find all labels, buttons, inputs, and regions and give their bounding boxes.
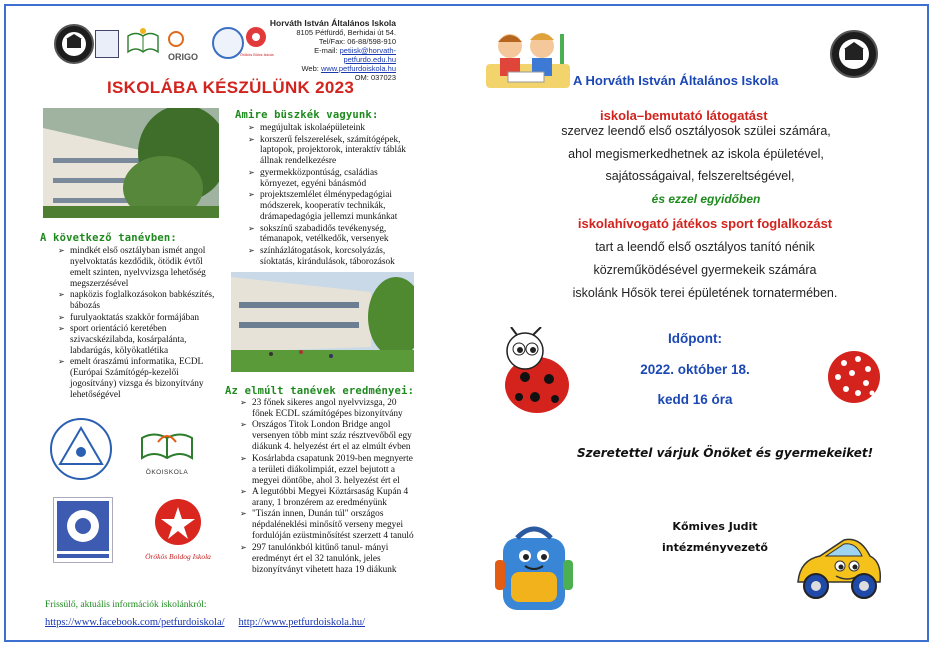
list-item: ➢ színházlátogatások, korcsolyázás, síoktatás, kirándulások, táborozások: [248, 246, 416, 268]
list-item: ➢ megújultak iskolaépületeink: [248, 123, 416, 134]
om-number: OM: 037023: [354, 73, 396, 82]
list-item: ➢ sokszínű szabadidős tevékenység, témanapok, vetélkedők, versenyek: [248, 224, 416, 246]
website-link[interactable]: http://www.petfurdoiskola.hu/: [238, 617, 366, 628]
text-line-6: iskolánk Hősök terei épületének tornatermében.: [572, 286, 838, 300]
list-item: ➢ "Tiszán innen, Dunán túl" országos népdaléneklési minősítő verseny megyei fordulóján ezüstminősítést szerzett 4 tanuló: [240, 509, 418, 542]
email-link[interactable]: petiisk@horvath-petfurdo.edu.hu: [339, 46, 396, 64]
list-item: ➢ mindkét első osztályban ismét angol nyelvoktatás kezdődik, ötödik évtől emelt szinten, nyelvvizsga lehetőség megszerzésével: [58, 246, 218, 290]
next-year-heading: A következő tanévben:: [40, 232, 177, 244]
blue-flower-logo: [53, 497, 113, 563]
book-logo: [124, 26, 162, 58]
text-line-5: közreműködésével gyermekeik számára: [593, 263, 817, 277]
school-name: Horváth István Általános Iskola: [269, 18, 396, 28]
results-list: [240, 398, 418, 576]
footer-links: [45, 612, 365, 630]
event-title: iskola–bemutató látogatást: [600, 108, 768, 123]
list-item: ➢ emelt óraszámú informatika, ECDL (Európai Számítógép-kezelői jogosítvány) vizsga és bizonyítvány lehetőségével: [58, 357, 218, 401]
time-label: Időpont:: [668, 331, 722, 346]
ladybug-illustration: [495, 327, 575, 417]
event-hour: kedd 16 óra: [657, 392, 733, 407]
results-heading: Az elmúlt tanévek eredményei:: [225, 385, 415, 397]
kids-reading-illustration: [478, 24, 576, 96]
proud-list: [248, 123, 416, 268]
list-item: ➢ sport orientáció keretében szivacskézilabda, kosárpalánta, labdarúgás, kölyökatlétika: [58, 324, 218, 357]
web-link[interactable]: www.petfurdoiskola.hu: [320, 64, 396, 73]
proud-heading: Amire büszkék vagyunk:: [235, 109, 379, 121]
footer-info: [45, 600, 206, 610]
list-item: ➢ 23 főnek sikeres angol nyelvvizsga, 20 főnek ECDL számítógépes bizonyítvány: [240, 398, 418, 420]
event-title-2: iskolahívogató játékos sport foglalkozást: [577, 216, 833, 231]
school-line: A Horváth István Általános Iskola: [573, 73, 779, 88]
okoiskola-logo: ÖKOISKOLA: [132, 428, 202, 484]
school-building-photo-1: [43, 108, 219, 218]
text-line-4: tart a leendő első osztályos tanító nénik: [595, 240, 815, 254]
signer-name: Kőmives Judit: [672, 520, 758, 533]
polka-dot-ball: [826, 349, 882, 405]
text-line-2: ahol megismerkedhetnek az iskola épületével,: [568, 147, 824, 161]
orokos-boldog-iskola-logo: Örökös Boldog Iskola: [142, 497, 214, 565]
school-contact-block: Horváth István Általános Iskola 8105 Pétfürdő, Berhidai út 54. Tel/Fax: 06-88/598-910 E-mail: petiisk@horvath-petfurdo.edu.hu Web: www.petfurdoiskola.hu OM: 037023: [269, 18, 396, 82]
boglarkas-triangle-logo: [50, 416, 112, 482]
cartoon-car-illustration: [790, 530, 886, 610]
list-item: ➢ A legutóbbi Megyei Köztársaság Kupán 4 arany, 1 bronzérem az eredményünk: [240, 487, 418, 509]
backpack-illustration: [487, 520, 583, 620]
text-line-1: szervez leendő első osztályosok szülei számára,: [561, 124, 831, 138]
orokos-bolcs-logo: Örökös Bölcs Iskola: [244, 26, 268, 60]
left-title: ISKOLÁBA KÉSZÜLÜNK 2023: [107, 78, 355, 97]
event-date: 2022. október 18.: [640, 362, 750, 377]
list-item: ➢ projektszemlélet élménypedagógiai módszerek, kooperatív technikák, drámapedagógia jellemzi munkánkat: [248, 190, 416, 223]
school-phone: Tel/Fax: 06-88/598-910: [318, 37, 396, 46]
school-address: 8105 Pétfürdő, Berhidai út 54.: [296, 28, 396, 37]
list-item: ➢ napközis foglalkozásokon babkészítés, bábozás: [58, 290, 218, 312]
list-item: ➢ furulyaoktatás szakkör formájában: [58, 313, 218, 324]
text-line-3: sajátosságaival, felszereltségével,: [605, 169, 795, 183]
next-year-list: [58, 246, 218, 402]
list-item: ➢ Országos Titok London Bridge angol versenyen több mint száz résztvevőből egy diákunk 4. helyezést ért el az elmúlt évben: [240, 420, 418, 453]
footer-label: Frissülő, aktuális információk iskolánkról:: [45, 600, 207, 610]
partner-logo-1: [95, 30, 119, 58]
list-item: ➢ gyermekközpontúság, családias környezet, egyéni bánásmód: [248, 168, 416, 190]
list-item: ➢ Kosárlabda csapatunk 2019-ben megnyerte a területi diákolimpiát, ezzel bejutott a megyei döntőbe, ahol 3. helyezést ért el: [240, 454, 418, 487]
signer-title: intézményvezető: [662, 541, 768, 554]
list-item: ➢ 297 tanulónkból kitűnő tanul- mányi eredményt ért el 32 tanulónk, jeles bizonyítványt vihetett haza 19 diákunk: [240, 543, 418, 576]
list-item: ➢ korszerű felszerelések, számítógépek, laptopok, projektorok, interaktív táblák állnak rendelkezésre: [248, 135, 416, 168]
facebook-link[interactable]: https://www.facebook.com/petfurdoiskola/: [45, 617, 225, 628]
and-same-time: és ezzel egyidőben: [651, 192, 761, 206]
welcome-text: Szeretettel várjuk Önöket és gyermekeiket!: [577, 446, 874, 460]
school-crest-logo-right: [830, 30, 878, 78]
school-building-photo-2: [231, 272, 414, 372]
origo-logo: ORIGO: [168, 30, 206, 54]
school-crest-logo: [54, 24, 94, 64]
